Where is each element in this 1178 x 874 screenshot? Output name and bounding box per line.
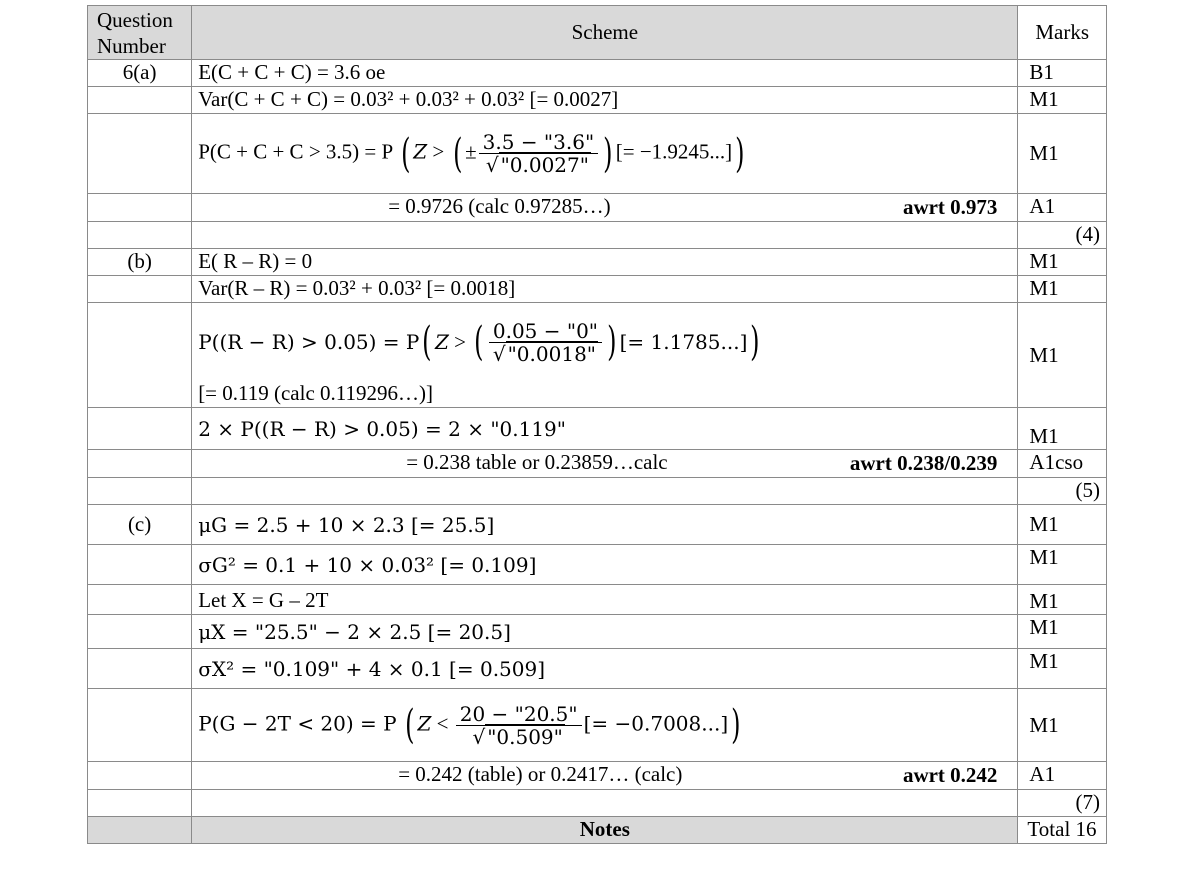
mark-code: A1cso [1018,450,1107,478]
scheme-expression: μX = "25.5" − 2 × 2.5 [= 20.5] [198,619,511,644]
total-marks: Total 16 [1018,817,1107,844]
table-row: P(C + C + C > 3.5) = P ( Z > ( ± $\frac{3.5 - "3.6"}{√ "0.0027"}$ ) [= −1.9245...]) M1 [88,114,1107,194]
table-row [88,649,1107,689]
probability-lhs: P(G − 2T < 20) = P [198,710,397,735]
z-value: [= −1.9245...] [615,139,733,164]
table-row [88,478,1107,505]
table-row [88,450,1107,478]
scheme-expression: Var(C + C + C) = 0.03² + 0.03² + 0.03² [= 0.0027] [198,87,619,111]
probability-lhs: P((R − R) > 0.05) = P [198,330,420,354]
table-row [88,249,1107,276]
mark-code: M1 [1018,585,1107,615]
table-row [88,505,1107,545]
notes-heading: Notes [192,817,1018,844]
mark-code: M1 [1018,114,1107,194]
mark-code: M1 [1018,545,1107,585]
table-row: P((R − R) > 0.05) = P ( Z > ( $\frac{0.05 - "0"}{√ "0.0018"}$ ) [= 1.1785...] ) [= 0.119 (calc 0.119296…)] M1 [88,303,1107,408]
mark-code: M1 [1018,87,1107,114]
header-row [88,6,1107,60]
question-number-header: Question Number [88,6,192,60]
table-row [88,222,1107,249]
table-row [88,545,1107,585]
scheme-expression: = 0.9726 (calc 0.97285…) [388,194,611,218]
accuracy-note: awrt 0.238/0.239 [849,451,998,475]
mark-code: B1 [1018,60,1107,87]
scheme-expression: = 0.242 (table) or 0.2417… (calc) [398,762,683,786]
question-label: 6(a) [88,60,192,87]
scheme-expression: σG² = 0.1 + 10 × 0.03² [= 0.109] [198,552,537,577]
table-row [88,194,1107,222]
mark-code: M1 [1018,276,1107,303]
table-row [88,585,1107,615]
mark-scheme-table [87,5,1107,844]
z-fraction: $\frac{0.05 - "0"}{√ "0.0018"}$ [489,320,602,365]
scheme-expression: Var(R – R) = 0.03² + 0.03² [= 0.0018] [198,276,516,300]
z-value: [= −0.7008...] [583,710,729,735]
mark-code: M1 [1018,249,1107,276]
scheme-expression: Let X = G – 2T [198,587,329,612]
mark-code: A1 [1018,194,1107,222]
table-row [88,790,1107,817]
probability-lhs: P(C + C + C > 3.5) = P [198,139,393,164]
mark-code: M1 [1018,649,1107,689]
marks-header: Marks [1018,6,1107,60]
table-row [88,762,1107,790]
table-row [88,276,1107,303]
scheme-expression: μG = 2.5 + 10 × 2.3 [= 25.5] [198,512,495,537]
scheme-expression: = 0.238 table or 0.23859…calc [406,450,668,474]
scheme-expression: [= 0.119 (calc 0.119296…)] [198,381,433,405]
mark-code: M1 [1018,303,1107,408]
z-fraction: $\frac{20 - "20.5"}{√ "0.509"}$ [456,703,582,748]
table-row [88,60,1107,87]
table-row [88,408,1107,450]
z-value: [= 1.1785...] [619,330,748,354]
z-fraction: $\frac{3.5 - "3.6"}{√ "0.0027"}$ [479,131,598,176]
mark-code: A1 [1018,762,1107,790]
mark-code: M1 [1018,408,1107,450]
mark-code: M1 [1018,615,1107,649]
scheme-line [192,60,1018,87]
accuracy-note: awrt 0.973 [902,195,998,219]
question-label: (b) [88,249,192,276]
scheme-header: Scheme [192,6,1018,60]
scheme-expression: E(C + C + C) = 3.6 oe [198,60,386,84]
mark-code: M1 [1018,505,1107,545]
part-total: (4) [1018,222,1107,249]
part-total: (7) [1018,790,1107,817]
accuracy-note: awrt 0.242 [902,763,998,787]
question-label: (c) [88,505,192,545]
mark-code: M1 [1018,689,1107,762]
scheme-expression: σX² = "0.109" + 4 × 0.1 [= 0.509] [198,656,546,681]
notes-row [88,817,1107,844]
scheme-expression: 2 × P((R − R) > 0.05) = 2 × "0.119" [198,416,566,441]
scheme-expression: E( R – R) = 0 [198,249,313,273]
part-total: (5) [1018,478,1107,505]
table-row [88,87,1107,114]
table-row: P(G − 2T < 20) = P ( Z < $\frac{20 - "20.5"}{√ "0.509"}$ [= −0.7008...]) M1 [88,689,1107,762]
table-row [88,615,1107,649]
